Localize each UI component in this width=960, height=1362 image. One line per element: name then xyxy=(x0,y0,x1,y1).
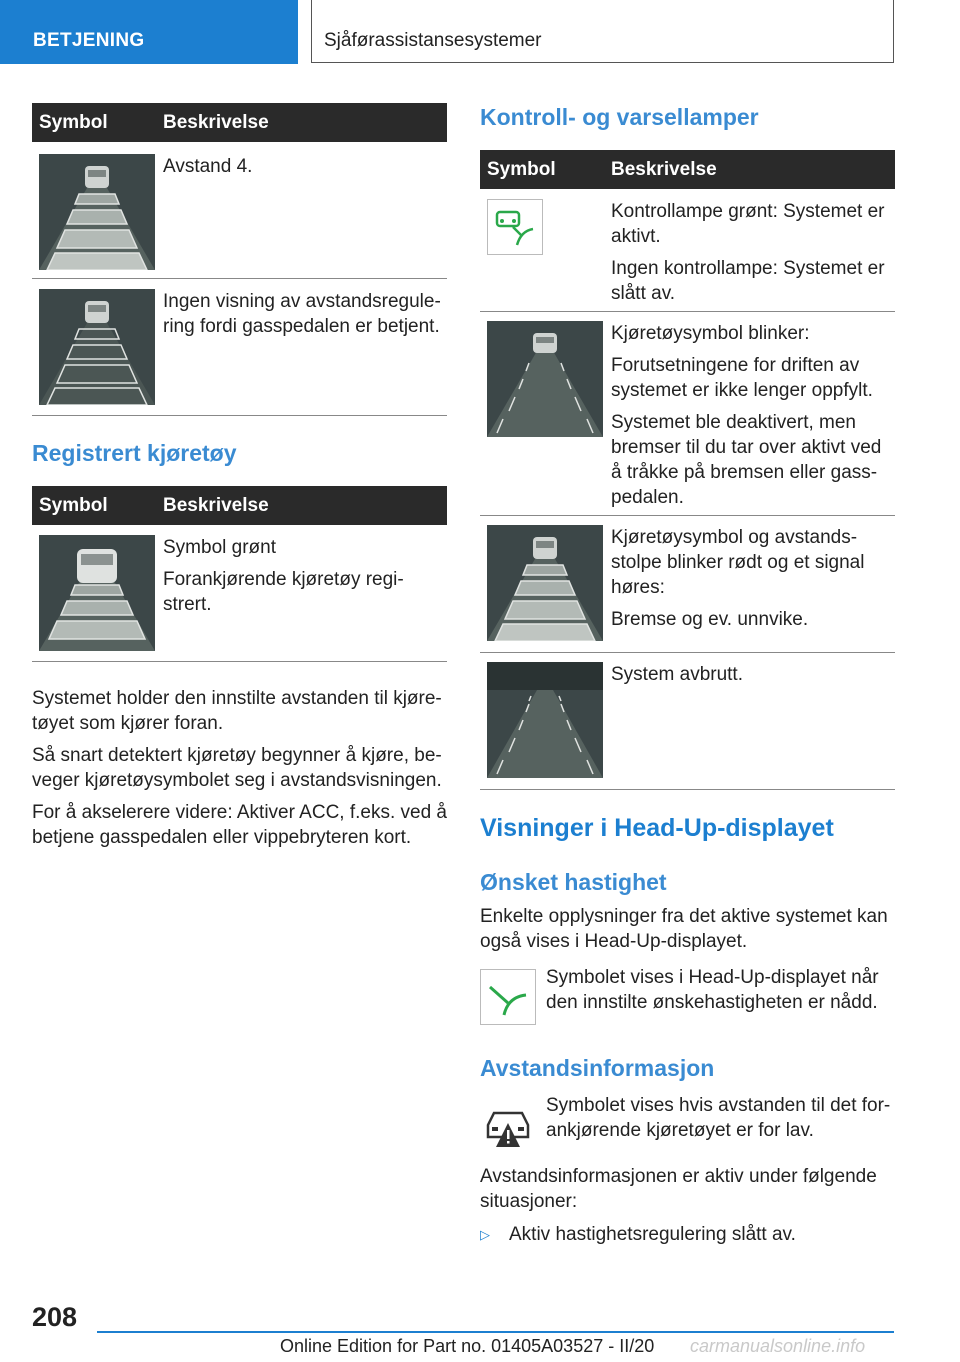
bullet-triangle-icon: ▷ xyxy=(480,1227,490,1242)
row-text: Forankjørende kjøretøy regi-strert. xyxy=(163,569,404,615)
vehicle-blink-display-icon xyxy=(487,321,603,437)
list-item: Aktiv hastighetsregulering slått av. xyxy=(509,1224,796,1245)
body-text: Symbolet vises i Head-Up-displayet når den innstilte ønskehastigheten er nådd. xyxy=(546,967,879,1013)
no-distance-display-icon xyxy=(39,289,155,405)
col-description: Beskrivelse xyxy=(163,495,269,516)
row-text: Ingen visning av avstandsregule-ring fordi gasspedalen er betjent. xyxy=(163,291,441,337)
table-row xyxy=(32,279,447,416)
section-heading: Avstandsinformasjon xyxy=(480,1055,715,1081)
footer-rule xyxy=(97,1331,894,1333)
row-text: Symbol grønt xyxy=(163,537,276,558)
row-text: Systemet ble deaktivert, men bremser til du tar over aktivt ved å tråkke på bremsen eller gass-pedalen. xyxy=(611,412,882,508)
table-header xyxy=(32,103,447,142)
chapter-title: Sjåførassistansesystemer xyxy=(324,30,542,51)
table-row xyxy=(480,516,895,653)
paragraph: Systemet holder den innstilte avstanden til kjøre-tøyet som kjører foran. xyxy=(32,688,442,734)
watermark: carmanualsonline.info xyxy=(690,1336,866,1356)
row-text: System avbrutt. xyxy=(611,664,743,685)
acc-green-indicator-icon xyxy=(487,199,543,255)
row-text: Avstand 4. xyxy=(163,156,253,177)
col-description: Beskrivelse xyxy=(163,112,269,133)
kontroll-table xyxy=(480,150,895,790)
distance-warning-icon xyxy=(480,1097,536,1153)
vehicle-red-warning-display-icon xyxy=(487,525,603,641)
row-text: Kontrollampe grønt: Systemet er aktivt. xyxy=(611,201,885,247)
row-text: Kjøretøysymbol blinker: xyxy=(611,323,810,344)
col-description: Beskrivelse xyxy=(611,159,717,180)
table-row xyxy=(32,142,447,279)
table-header xyxy=(32,486,447,525)
distance-4-display-icon xyxy=(39,154,155,270)
section-heading: Ønsket hastighet xyxy=(480,869,667,895)
vehicle-detected-display-icon xyxy=(39,535,155,651)
table-header xyxy=(480,150,895,189)
distance-table xyxy=(32,103,447,416)
paragraph: Så snart detektert kjøretøy begynner å kjøre, be-veger kjøretøysymbolet seg i avstandsvisningen. xyxy=(32,745,442,791)
table-row xyxy=(480,189,895,312)
section-title: BETJENING xyxy=(33,30,145,51)
section-tab xyxy=(0,0,298,64)
body-text: Enkelte opplysninger fra det aktive systemet kan også vises i Head-Up-displayet. xyxy=(480,906,888,952)
section-heading: Registrert kjøretøy xyxy=(32,440,237,466)
system-interrupted-display-icon xyxy=(487,662,603,778)
page-number: 208 xyxy=(32,1302,78,1332)
table-row xyxy=(480,653,895,790)
hud-speed-reached-icon xyxy=(480,969,536,1025)
row-text: Kjøretøysymbol og avstands-stolpe blinker rødt og et signal høres: xyxy=(611,527,865,598)
paragraph: For å akselerere videre: Aktiver ACC, f.eks. ved å betjene gasspedalen eller vippebryteren kort. xyxy=(32,802,448,848)
row-text: Bremse og ev. unnvike. xyxy=(611,609,809,630)
row-text: Ingen kontrollampe: Systemet er slått av. xyxy=(611,258,885,304)
col-symbol: Symbol xyxy=(487,159,556,180)
chapter-header xyxy=(311,0,894,63)
table-row xyxy=(480,312,895,516)
edition-text: Online Edition for Part no. 01405A03527 - II/20 xyxy=(280,1336,655,1356)
section-heading: Kontroll- og varsellamper xyxy=(480,104,759,130)
chapter-heading: Visninger i Head-Up-displayet xyxy=(480,814,834,842)
col-symbol: Symbol xyxy=(39,112,108,133)
table-row xyxy=(32,525,447,662)
registrert-table xyxy=(32,486,447,662)
row-text: Forutsetningene for driften av systemet er ikke lenger oppfylt. xyxy=(611,355,873,401)
body-text: Symbolet vises hvis avstanden til det for-ankjørende kjøretøyet er for lav. xyxy=(546,1095,891,1141)
col-symbol: Symbol xyxy=(39,495,108,516)
body-text: Avstandsinformasjonen er aktiv under følgende situasjoner: xyxy=(480,1166,877,1212)
left-body-text xyxy=(32,686,447,857)
